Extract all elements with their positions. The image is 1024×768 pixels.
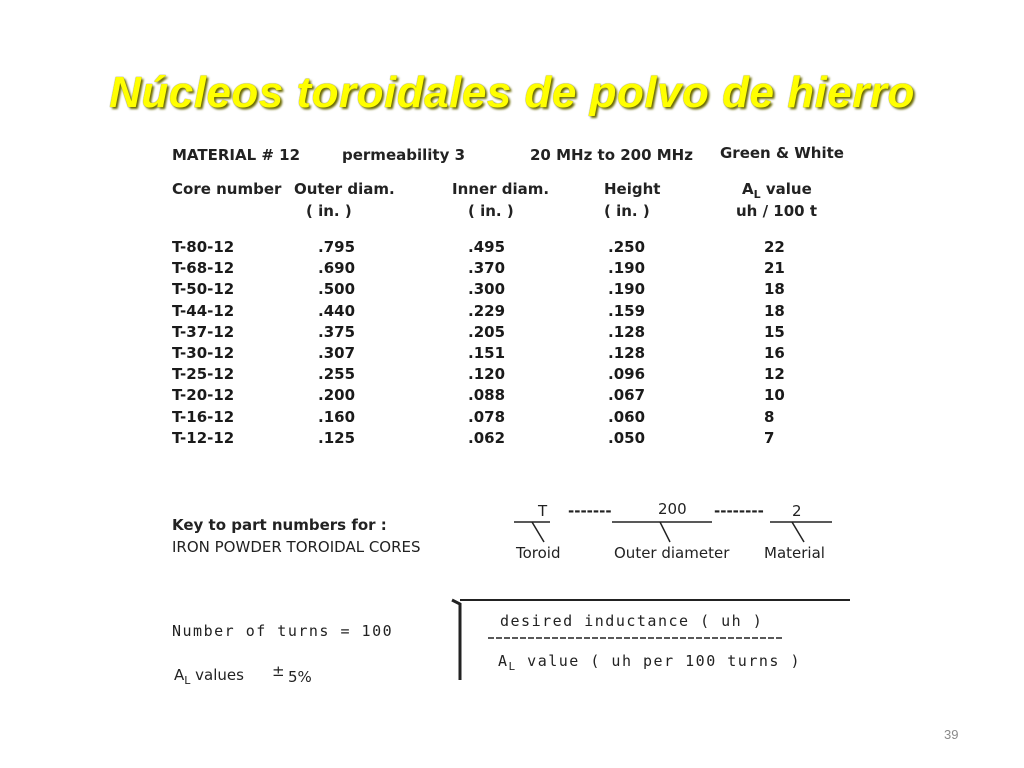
cell-height: .096 bbox=[608, 365, 646, 384]
cell-core-number: T-68-12 bbox=[172, 259, 235, 278]
scanned-table-figure bbox=[160, 138, 860, 698]
cell-inner-diam: .229 bbox=[468, 301, 506, 320]
cell-core-number: T-20-12 bbox=[172, 386, 235, 405]
label-outer-diameter: Outer diameter bbox=[614, 544, 730, 562]
cell-al-value: 16 bbox=[764, 344, 785, 362]
color-label: Green & White bbox=[720, 144, 844, 162]
key-line-1: Key to part numbers for : bbox=[172, 516, 387, 534]
cell-outer-diam: .375 bbox=[318, 322, 356, 341]
cell-core-number: T-50-12 bbox=[172, 280, 235, 299]
cell-al-value: 15 bbox=[764, 322, 785, 341]
header-inner-diam-unit: ( in. ) bbox=[468, 202, 514, 220]
cell-height: .067 bbox=[608, 386, 646, 405]
table-row bbox=[160, 386, 860, 407]
header-al-value: $A_L$ value bbox=[742, 180, 812, 201]
code-dash-1: ------- bbox=[568, 502, 612, 520]
table-row bbox=[160, 365, 860, 386]
cell-inner-diam: .078 bbox=[468, 407, 506, 426]
slide-title: Núcleos toroidales de polvo de hierro bbox=[109, 68, 915, 117]
code-200: 200 bbox=[658, 500, 687, 518]
tolerance-value: 5% bbox=[288, 668, 312, 686]
formula-denominator: $A_L$ value ( uh per 100 turns ) bbox=[498, 652, 801, 673]
cell-core-number: T-25-12 bbox=[172, 365, 235, 384]
cell-outer-diam: .160 bbox=[318, 407, 356, 426]
header-core-number: Core number bbox=[172, 180, 282, 198]
header-height: Height bbox=[604, 180, 661, 198]
cell-outer-diam: .200 bbox=[318, 386, 356, 405]
pointer-material bbox=[792, 522, 804, 542]
table-row bbox=[160, 302, 860, 323]
cell-core-number: T-44-12 bbox=[172, 301, 235, 320]
cell-outer-diam: .440 bbox=[318, 301, 356, 320]
cell-core-number: T-80-12 bbox=[172, 238, 235, 256]
cell-inner-diam: .120 bbox=[468, 365, 506, 384]
header-height-unit: ( in. ) bbox=[604, 202, 650, 220]
cell-inner-diam: .495 bbox=[468, 238, 506, 256]
cell-height: .128 bbox=[608, 322, 646, 341]
radical-stroke bbox=[452, 600, 460, 680]
cell-height: .159 bbox=[608, 301, 646, 320]
header-outer-diam-unit: ( in. ) bbox=[306, 202, 352, 220]
label-material: Material bbox=[764, 544, 825, 562]
cell-outer-diam: .125 bbox=[318, 428, 356, 447]
formula-numerator: desired inductance ( uh ) bbox=[500, 612, 764, 630]
label-toroid: Toroid bbox=[516, 544, 561, 562]
header-outer-diam: Outer diam. bbox=[294, 180, 395, 198]
cell-al-value: 10 bbox=[764, 386, 785, 405]
table-row bbox=[160, 429, 860, 450]
cell-outer-diam: .255 bbox=[318, 365, 356, 384]
cell-outer-diam: .307 bbox=[318, 344, 356, 362]
code-t: T bbox=[538, 502, 548, 520]
cell-inner-diam: .205 bbox=[468, 322, 506, 341]
cell-inner-diam: .300 bbox=[468, 280, 506, 299]
cell-al-value: 8 bbox=[764, 407, 775, 426]
cell-inner-diam: .088 bbox=[468, 386, 506, 405]
cell-al-value: 18 bbox=[764, 301, 785, 320]
header-al-unit: uh / 100 t bbox=[736, 202, 817, 220]
key-line-2: IRON POWDER TOROIDAL CORES bbox=[172, 538, 421, 556]
cell-al-value: 12 bbox=[764, 365, 785, 384]
cell-height: .190 bbox=[608, 280, 646, 299]
table-row bbox=[160, 408, 860, 429]
cell-al-value: 22 bbox=[764, 238, 785, 256]
pointer-outer bbox=[660, 522, 670, 542]
turns-label: Number of turns = 100 bbox=[172, 622, 394, 640]
al-values-label: $A_L$ values bbox=[174, 666, 244, 687]
table-row bbox=[160, 344, 860, 365]
page-number: 39 bbox=[944, 727, 959, 742]
table-row bbox=[160, 323, 860, 344]
code-dash-2: -------- bbox=[714, 502, 764, 520]
pointer-toroid bbox=[532, 522, 544, 542]
cell-core-number: T-30-12 bbox=[172, 344, 235, 362]
cell-outer-diam: .795 bbox=[318, 238, 356, 256]
code-2: 2 bbox=[792, 502, 802, 520]
cell-al-value: 21 bbox=[764, 259, 785, 278]
material-label: MATERIAL # 12 bbox=[172, 146, 301, 164]
table-row bbox=[160, 280, 860, 301]
table-row bbox=[160, 259, 860, 280]
cell-outer-diam: .690 bbox=[318, 259, 356, 278]
cell-al-value: 7 bbox=[764, 428, 775, 447]
cell-height: .060 bbox=[608, 407, 646, 426]
cell-inner-diam: .151 bbox=[468, 344, 506, 362]
cell-core-number: T-37-12 bbox=[172, 322, 235, 341]
cell-height: .128 bbox=[608, 344, 646, 362]
cell-height: .190 bbox=[608, 259, 646, 278]
permeability-label: permeability 3 bbox=[342, 146, 466, 164]
cell-core-number: T-16-12 bbox=[172, 407, 235, 426]
table-row bbox=[160, 238, 860, 259]
cell-inner-diam: .370 bbox=[468, 259, 506, 278]
cell-height: .050 bbox=[608, 428, 646, 447]
tolerance-sign: ± bbox=[272, 662, 285, 680]
header-inner-diam: Inner diam. bbox=[452, 180, 550, 198]
cell-outer-diam: .500 bbox=[318, 280, 356, 299]
cell-inner-diam: .062 bbox=[468, 428, 506, 447]
cell-core-number: T-12-12 bbox=[172, 428, 235, 447]
cell-al-value: 18 bbox=[764, 280, 785, 299]
frequency-label: 20 MHz to 200 MHz bbox=[530, 146, 693, 164]
cell-height: .250 bbox=[608, 238, 646, 256]
